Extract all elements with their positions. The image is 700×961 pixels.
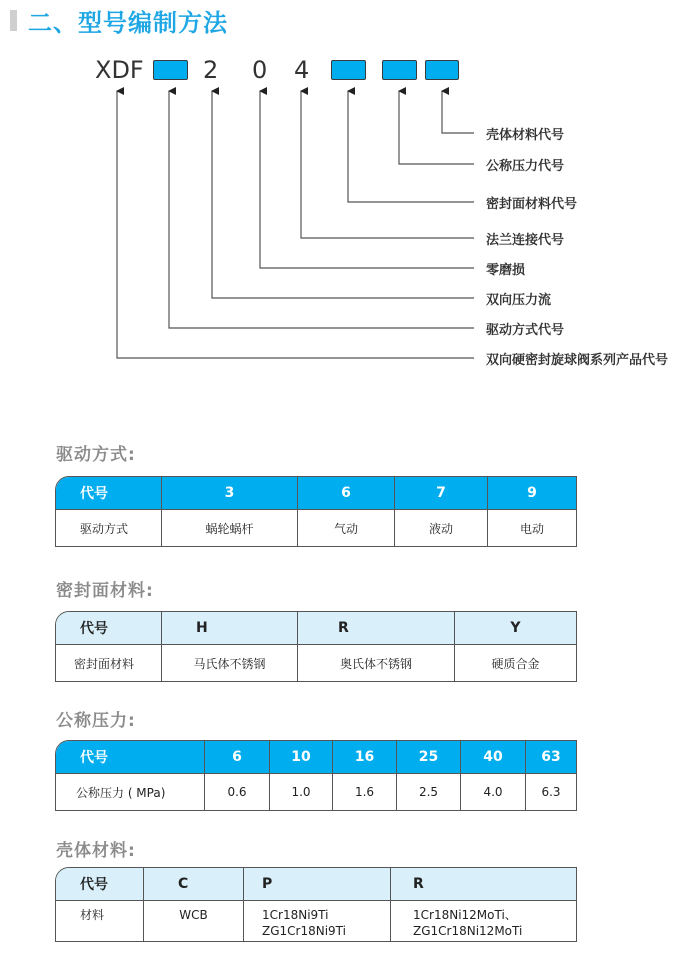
header-cell: 16 (333, 741, 397, 774)
table-cell: 硬质合金 (455, 645, 576, 681)
table-cell: 0.6 (205, 774, 270, 810)
table-row (56, 774, 576, 810)
legend-seal-material-code: 密封面材料代号 (486, 197, 578, 212)
header-cell: Y (455, 612, 576, 645)
header-cell: 6 (298, 477, 395, 510)
table-row (56, 901, 576, 941)
pressure-table (55, 740, 577, 811)
table-cell: 奥氏体不锈钢 (298, 645, 455, 681)
table-cell (391, 901, 576, 941)
row-label: 密封面材料 (56, 645, 162, 681)
header-cell: 代号 (56, 477, 162, 510)
row-label-text: 材料 (80, 908, 105, 922)
header-cell: H (162, 612, 298, 645)
header-cell: C (144, 868, 244, 901)
legend-pressure-code: 公称压力代号 (486, 159, 565, 174)
table-cell: 马氏体不锈钢 (162, 645, 298, 681)
row-label: 公称压力 ( MPa) (56, 774, 205, 810)
code-digit-flange: 4 (294, 56, 310, 84)
table-cell: 1.0 (270, 774, 333, 810)
table-cell: 电动 (488, 510, 576, 546)
table-cell: 气动 (298, 510, 395, 546)
header-cell: 代号 (56, 612, 162, 645)
legend-zero-wear: 零磨损 (486, 263, 526, 278)
table-cell (144, 901, 244, 941)
header-cell: 25 (397, 741, 461, 774)
header-cell: 40 (461, 741, 526, 774)
table-row (56, 510, 576, 546)
seal-table (55, 611, 577, 682)
code-digit-flow: 2 (203, 56, 219, 84)
table-cell: 6.3 (526, 774, 576, 810)
header-cell: 10 (270, 741, 333, 774)
table-header-row (56, 477, 576, 510)
seal-heading: 密封面材料: (56, 581, 154, 601)
code-digit-wear: 0 (252, 56, 268, 84)
legend-flange-code: 法兰连接代号 (486, 233, 565, 248)
legend-bidirectional-flow: 双向压力流 (486, 293, 552, 308)
code-prefix: XDF (95, 56, 144, 84)
page-title: 二、型号编制方法 (28, 9, 228, 37)
header-cell: R (298, 612, 455, 645)
table-cell: 蜗轮蜗杆 (162, 510, 298, 546)
body-material-heading: 壳体材料: (56, 841, 136, 861)
cell-line: 1Cr18Ni12MoTi、 (413, 908, 517, 922)
table-cell: 2.5 (397, 774, 461, 810)
legend-series-code: 双向硬密封旋球阀系列产品代号 (486, 353, 669, 368)
body-material-table (55, 867, 577, 942)
pressure-heading: 公称压力: (56, 711, 136, 731)
legend-drive-code: 驱动方式代号 (486, 323, 565, 338)
header-cell: 代号 (56, 868, 144, 901)
table-cell: 液动 (395, 510, 488, 546)
table-row (56, 645, 576, 681)
header-cell: 7 (395, 477, 488, 510)
table-cell (244, 901, 391, 941)
table-cell: 1.6 (333, 774, 397, 810)
table-header-row (56, 868, 576, 901)
header-cell: 3 (162, 477, 298, 510)
drive-table (55, 476, 577, 547)
header-cell: 9 (488, 477, 576, 510)
header-cell: R (391, 868, 576, 901)
cell-line: ZG1Cr18Ni12MoTi (413, 924, 523, 938)
header-cell: 6 (205, 741, 270, 774)
header-cell: 63 (526, 741, 576, 774)
table-cell: 4.0 (461, 774, 526, 810)
leader-lines (0, 0, 700, 380)
table-header-row (56, 612, 576, 645)
table-header-row (56, 741, 576, 774)
cell-line: 1Cr18Ni9Ti (262, 908, 329, 922)
drive-heading: 驱动方式: (56, 445, 136, 465)
cell-line: WCB (179, 908, 208, 922)
header-cell: 代号 (56, 741, 205, 774)
header-cell: P (244, 868, 391, 901)
cell-line: ZG1Cr18Ni9Ti (262, 924, 346, 938)
legend-body-material-code: 壳体材料代号 (486, 128, 565, 143)
row-label (56, 901, 144, 941)
row-label: 驱动方式 (56, 510, 162, 546)
